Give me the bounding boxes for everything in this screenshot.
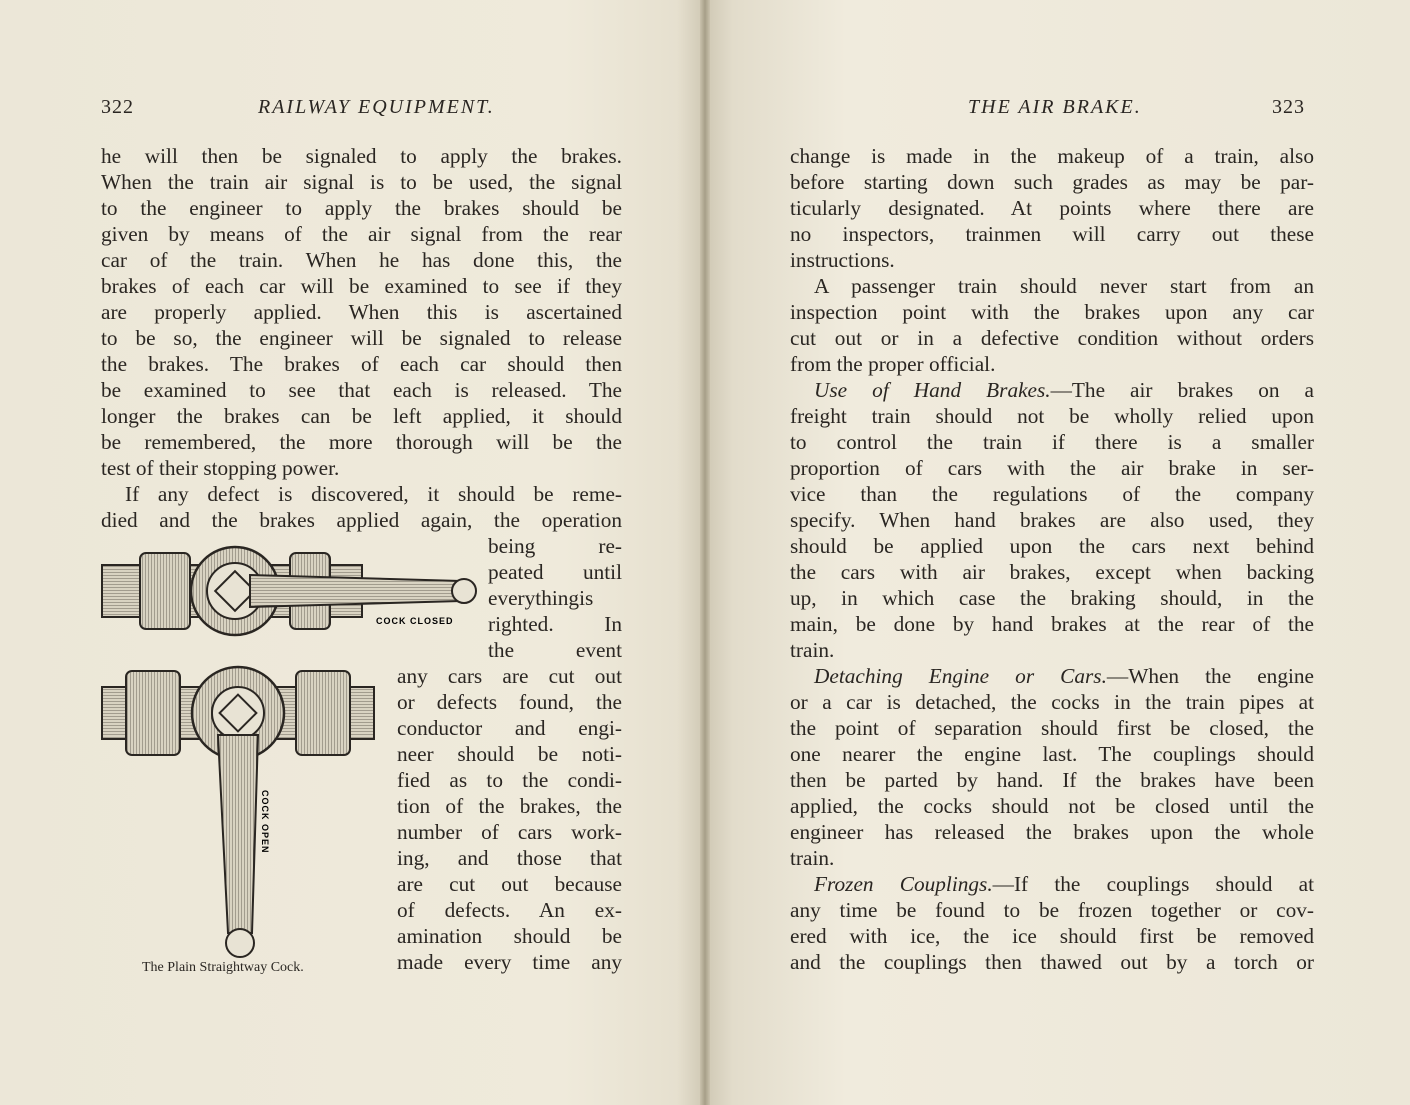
right-running-head: THE AIR BRAKE.	[968, 96, 1142, 118]
text-line: fied as to the condi-	[397, 768, 622, 792]
text-line: car of the train. When he has done this, the	[101, 248, 622, 272]
text-line: given by means of the air signal from the rear	[101, 222, 622, 246]
left-running-head: RAILWAY EQUIPMENT.	[258, 96, 495, 118]
text-line: train.	[790, 638, 835, 662]
text-line: train.	[790, 846, 835, 870]
text-line: cut out or in a defective condition without orders	[790, 326, 1314, 350]
right-page-number: 323	[1272, 96, 1305, 118]
text-line: and the couplings then thawed out by a torch or	[790, 950, 1314, 974]
text-line: to control the train if there is a smaller	[790, 430, 1314, 454]
text-line: number of cars work-	[397, 820, 622, 844]
section-heading-line: Detaching Engine or Cars.—When the engine	[814, 664, 1314, 688]
text-line: A passenger train should never start from an	[814, 274, 1314, 298]
text-line: the point of separation should first be closed, the	[790, 716, 1314, 740]
text-line: one nearer the engine last. The couplings should	[790, 742, 1314, 766]
text-line: from the proper official.	[790, 352, 996, 376]
text-line: died and the brakes applied again, the operation	[101, 508, 622, 532]
text-line: or a car is detached, the cocks in the train pipes at	[790, 690, 1314, 714]
text-line: be examined to see that each is released. The	[101, 378, 622, 402]
text-line: he will then be signaled to apply the brakes.	[101, 144, 622, 168]
text-line: When the train air signal is to be used, the signal	[101, 170, 622, 194]
text-line: amination should be	[397, 924, 622, 948]
text-line: change is made in the makeup of a train, also	[790, 144, 1314, 168]
text-line: freight train should not be wholly relied upon	[790, 404, 1314, 428]
text-line: should be applied upon the cars next behind	[790, 534, 1314, 558]
text-line: be remembered, the more thorough will be the	[101, 430, 622, 454]
text-line: no inspectors, trainmen will carry out these	[790, 222, 1314, 246]
cock-open-label: COCK OPEN	[260, 790, 270, 854]
section-heading-line: Use of Hand Brakes.—The air brakes on a	[814, 378, 1314, 402]
text-line: the brakes. The brakes of each car should then	[101, 352, 622, 376]
text-line: proportion of cars with the air brake in ser-	[790, 456, 1314, 480]
text-line: the cars with air brakes, except when backing	[790, 560, 1314, 584]
text-line: being re-	[488, 534, 622, 558]
text-line: peated until	[488, 560, 622, 584]
text-line: the event	[488, 638, 622, 662]
text-line: any time be found to be frozen together or cov-	[790, 898, 1314, 922]
text-line: up, in which case the braking should, in the	[790, 586, 1314, 610]
text-line: instructions.	[790, 248, 895, 272]
text-line: If any defect is discovered, it should be reme-	[125, 482, 622, 506]
text-line: to be so, the engineer will be signaled to release	[101, 326, 622, 350]
cock-closed-label: COCK CLOSED	[376, 616, 454, 626]
text-line: then be parted by hand. If the brakes have been	[790, 768, 1314, 792]
text-line: conductor and engi-	[397, 716, 622, 740]
text-line: brakes of each car will be examined to see if they	[101, 274, 622, 298]
left-wrap-text-lower	[397, 663, 622, 975]
text-line: specify. When hand brakes are also used, they	[790, 508, 1314, 532]
text-line: vice than the regulations of the company	[790, 482, 1314, 506]
right-body-text	[790, 143, 1314, 975]
text-line: ered with ice, the ice should first be removed	[790, 924, 1314, 948]
text-line: everythingis	[488, 586, 594, 610]
cock-open-drawing	[102, 667, 374, 957]
text-line: or defects found, the	[397, 690, 622, 714]
text-line: ticularly designated. At points where there are	[790, 196, 1314, 220]
text-line: main, be done by hand brakes at the rear of the	[790, 612, 1314, 636]
text-line: engineer has released the brakes upon the whole	[790, 820, 1314, 844]
left-page-number: 322	[101, 96, 134, 118]
text-line: neer should be noti-	[397, 742, 622, 766]
left-page	[0, 0, 704, 1105]
section-heading-line: Frozen Couplings.—If the couplings should at	[814, 872, 1314, 896]
left-body-text	[101, 143, 622, 533]
text-line: to the engineer to apply the brakes should be	[101, 196, 622, 220]
text-line: inspection point with the brakes upon any car	[790, 300, 1314, 324]
text-line: applied, the cocks should not be closed until the	[790, 794, 1314, 818]
text-line: test of their stopping power.	[101, 456, 340, 480]
text-line: longer the brakes can be left applied, it should	[101, 404, 622, 428]
figure-caption: The Plain Straightway Cock.	[142, 960, 304, 975]
text-line: tion of the brakes, the	[397, 794, 622, 818]
text-line: are properly applied. When this is ascertained	[101, 300, 622, 324]
text-line: ing, and those that	[397, 846, 622, 870]
text-line: before starting down such grades as may be par-	[790, 170, 1314, 194]
text-line: made every time any	[397, 950, 622, 974]
straightway-cock-illustration	[100, 545, 454, 975]
text-line: of defects. An ex-	[397, 898, 622, 922]
left-wrap-text-upper	[488, 533, 622, 663]
text-line: are cut out because	[397, 872, 622, 896]
text-line: any cars are cut out	[397, 664, 622, 688]
right-page	[706, 0, 1410, 1105]
text-line: righted. In	[488, 612, 622, 636]
